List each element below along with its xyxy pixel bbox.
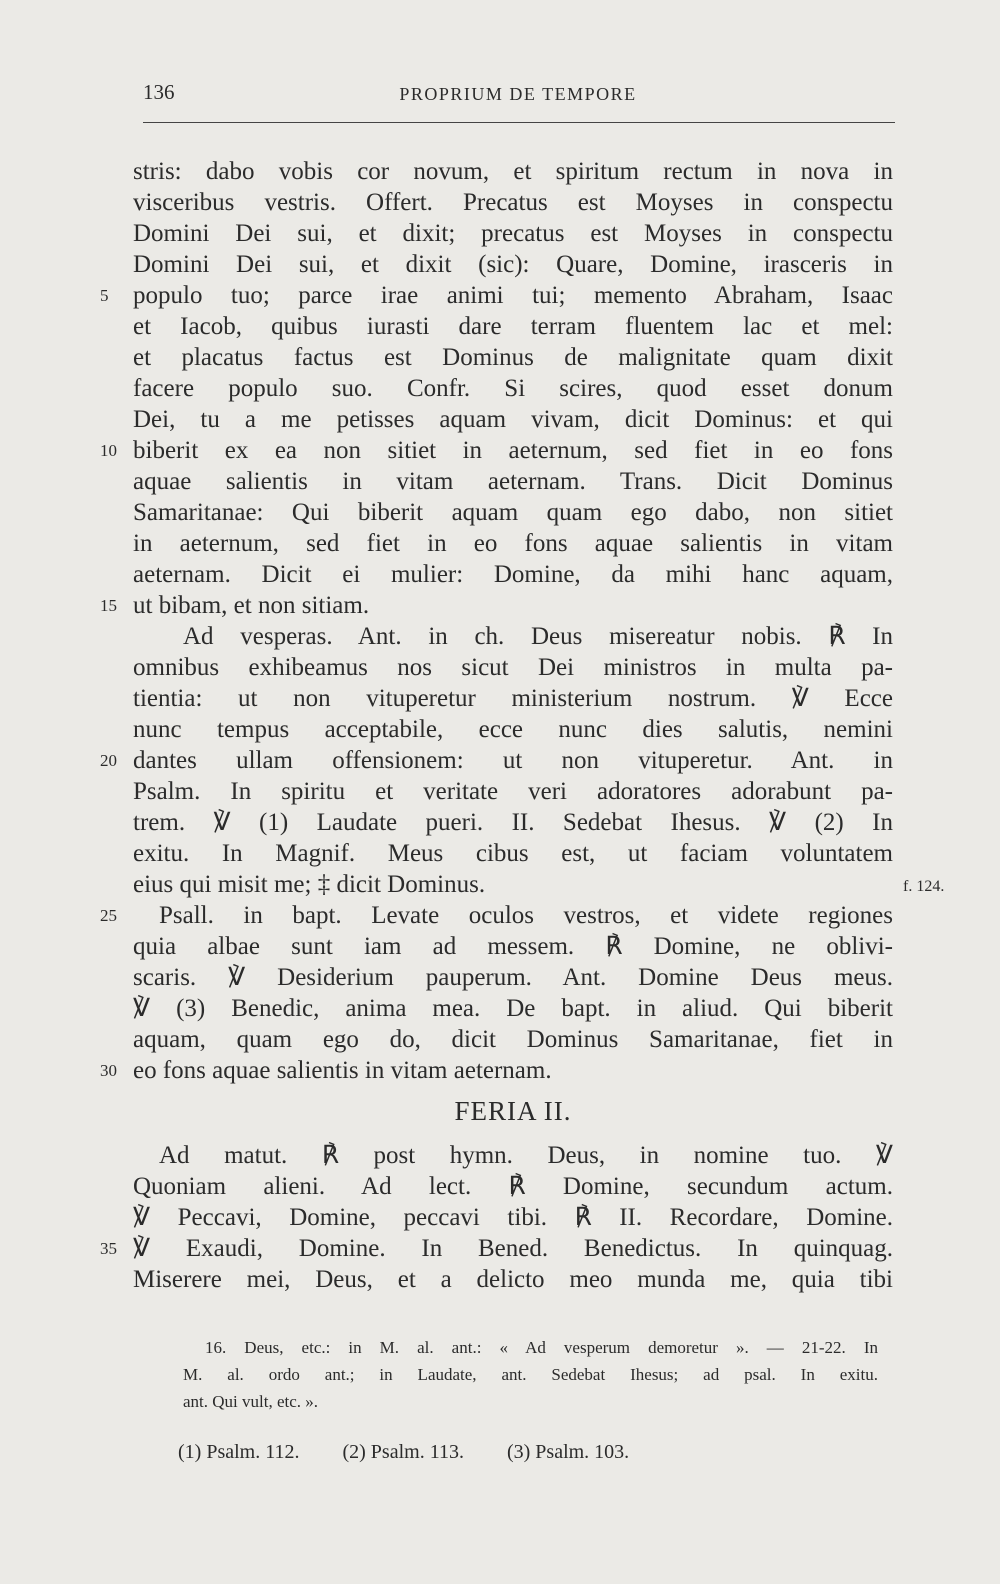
text-line: biberit ex ea non sitiet in aeternum, sed fiet in eo fons — [133, 437, 893, 464]
text-line: omnibus exhibeamus nos sicut Dei ministros in multa pa- — [133, 654, 893, 681]
text-line: aquam, quam ego do, dicit Dominus Samaritanae, fiet in — [133, 1026, 893, 1053]
text-line: tientia: ut non vituperetur ministerium nostrum. ℣ Ecce — [133, 685, 893, 712]
text-line: Miserere mei, Deus, et a delicto meo munda me, quia tibi — [133, 1266, 893, 1293]
header-rule — [143, 122, 895, 123]
text-line: ut bibam, et non sitiam. — [133, 592, 370, 619]
text-line: exitu. In Magnif. Meus cibus est, ut faciam voluntatem — [133, 840, 893, 867]
text-line: ℣ Exaudi, Domine. In Bened. Benedictus. In quinquag. — [133, 1235, 893, 1262]
text-line: scaris. ℣ Desiderium pauperum. Ant. Domine Deus meus. — [133, 964, 893, 991]
line-number: 5 — [100, 286, 109, 305]
text-line: Ad matut. ℟ post hymn. Deus, in nomine tuo. ℣ — [159, 1142, 893, 1169]
text-line: eo fons aquae salientis in vitam aeternam. — [133, 1057, 552, 1084]
psalm-ref: (3) Psalm. 103. — [506, 1441, 630, 1463]
footnote-line: M. al. ordo ant.; in Laudate, ant. Sedebat Ihesus; ad psal. In exitu. — [183, 1365, 878, 1384]
page-number: 136 — [143, 80, 175, 104]
text-line: Dei, tu a me petisses aquam vivam, dicit Dominus: et qui — [133, 406, 893, 433]
text-line: Domini Dei sui, et dixit; precatus est Moyses in conspectu — [133, 220, 893, 247]
line-number: 20 — [100, 751, 117, 770]
text-line: Samaritanae: Qui biberit aquam quam ego dabo, non sitiet — [133, 499, 893, 526]
text-line: facere populo suo. Confr. Si scires, quod esset donum — [133, 375, 893, 402]
psalm-references — [178, 1437, 667, 1467]
text-line: eius qui misit me; ‡ dicit Dominus. — [133, 871, 486, 898]
psalm-ref: (2) Psalm. 113. — [342, 1441, 464, 1463]
margin-folio-note: f. 124. — [903, 878, 945, 895]
text-line: Quoniam alieni. Ad lect. ℟ Domine, secundum actum. — [133, 1173, 893, 1200]
text-line: dantes ullam offensionem: ut non vituperetur. Ant. in — [133, 747, 893, 774]
text-line: trem. ℣ (1) Laudate pueri. II. Sedebat Ihesus. ℣ (2) In — [133, 809, 893, 836]
text-line: in aeternum, sed fiet in eo fons aquae salientis in vitam — [133, 530, 893, 557]
line-number: 30 — [100, 1061, 117, 1080]
page-header — [143, 80, 893, 120]
running-title: PROPRIUM DE TEMPORE — [399, 84, 637, 104]
text-line: stris: dabo vobis cor novum, et spiritum rectum in nova in — [133, 158, 893, 185]
footnote-line: 16. Deus, etc.: in M. al. ant.: « Ad vesperum demoretur ». — 21-22. In — [205, 1338, 878, 1357]
line-number: 25 — [100, 906, 117, 925]
line-number: 10 — [100, 441, 117, 460]
text-line: et Iacob, quibus iurasti dare terram fluentem lac et mel: — [133, 313, 893, 340]
text-line: aeternam. Dicit ei mulier: Domine, da mihi hanc aquam, — [133, 561, 893, 588]
footnote-line: ant. Qui vult, etc. ». — [183, 1392, 319, 1411]
text-line: Ad vesperas. Ant. in ch. Deus misereatur nobis. ℟ In — [183, 623, 893, 650]
text-line: et placatus factus est Dominus de malignitate quam dixit — [133, 344, 893, 371]
line-number: 15 — [100, 596, 117, 615]
text-line: aquae salientis in vitam aeternam. Trans. Dicit Dominus — [133, 468, 893, 495]
text-line: populo tuo; parce irae animi tui; memento Abraham, Isaac — [133, 282, 893, 309]
text-line: quia albae sunt iam ad messem. ℟ Domine, ne oblivi- — [133, 933, 893, 960]
text-line: Psalm. In spiritu et veritate veri adoratores adorabunt pa- — [133, 778, 893, 805]
text-line: nunc tempus acceptabile, ecce nunc dies salutis, nemini — [133, 716, 893, 743]
text-line: visceribus vestris. Offert. Precatus est Moyses in conspectu — [133, 189, 893, 216]
text-line: ℣ Peccavi, Domine, peccavi tibi. ℟ II. Recordare, Domine. — [133, 1204, 893, 1231]
psalm-ref: (1) Psalm. 112. — [178, 1441, 300, 1463]
text-line: Domini Dei sui, et dixit (sic): Quare, Domine, irasceris in — [133, 251, 893, 278]
text-line: ℣ (3) Benedic, anima mea. De bapt. in aliud. Qui biberit — [133, 995, 893, 1022]
line-number: 35 — [100, 1239, 117, 1258]
text-line: Psall. in bapt. Levate oculos vestros, et videte regiones — [159, 902, 893, 929]
section-heading: FERIA II. — [454, 1096, 572, 1126]
